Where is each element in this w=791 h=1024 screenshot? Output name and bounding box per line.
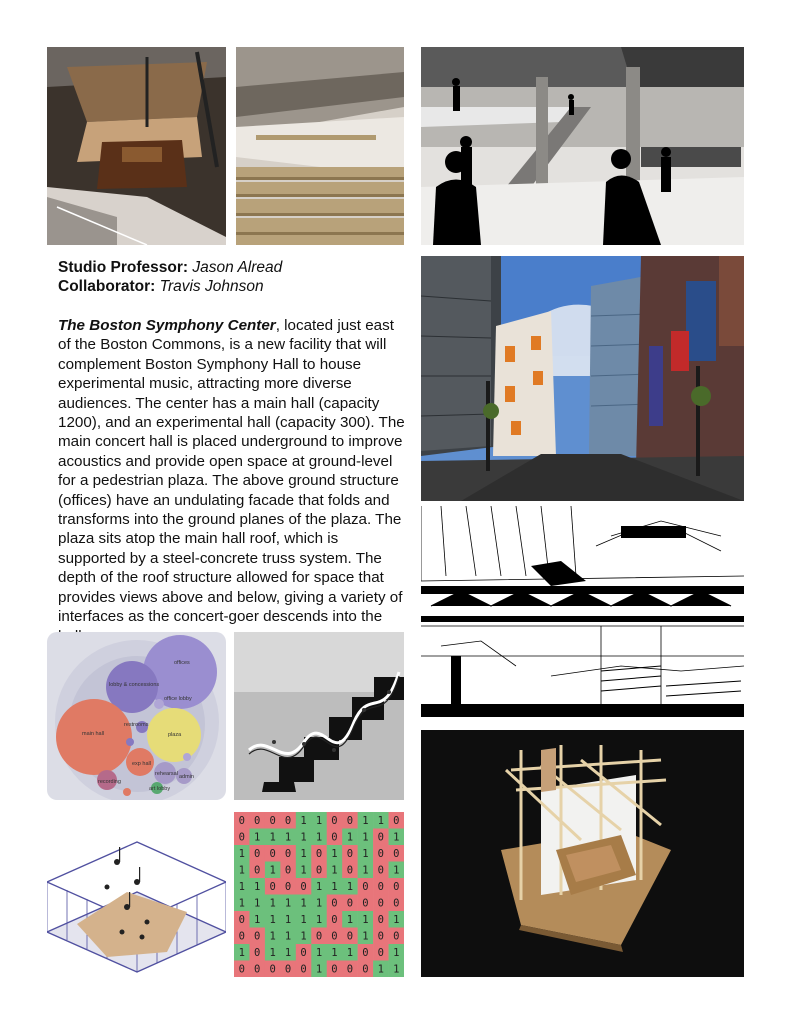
binary-digit: 1 <box>300 864 307 877</box>
binary-digit: 0 <box>393 880 400 893</box>
binary-digit: 0 <box>269 847 276 860</box>
binary-digit: 0 <box>377 897 384 910</box>
binary-digit: 1 <box>238 847 245 860</box>
binary-digit: 0 <box>269 814 276 827</box>
binary-digit: 0 <box>331 814 338 827</box>
label-rehearsal: rehearsal <box>155 771 178 777</box>
binary-digit: 0 <box>254 814 261 827</box>
binary-digit: 1 <box>300 897 307 910</box>
label-plaza: plaza <box>168 732 182 738</box>
binary-digit: 1 <box>300 847 307 860</box>
binary-digit: 0 <box>254 864 261 877</box>
binary-digit: 0 <box>269 963 276 976</box>
binary-digit: 0 <box>238 814 245 827</box>
binary-digit: 0 <box>238 963 245 976</box>
binary-digit: 1 <box>300 814 307 827</box>
binary-digit: 1 <box>269 946 276 959</box>
binary-digit: 1 <box>269 913 276 926</box>
binary-digit: 0 <box>238 831 245 844</box>
binary-digit: 1 <box>362 847 369 860</box>
binary-digit: 1 <box>393 946 400 959</box>
binary-digit: 1 <box>315 880 323 893</box>
binary-digit: 1 <box>300 913 307 926</box>
binary-digit: 1 <box>238 946 245 959</box>
collaborator-line <box>58 277 398 296</box>
binary-digit: 0 <box>377 880 384 893</box>
binary-digit: 0 <box>346 963 354 976</box>
binary-digit: 0 <box>346 864 354 877</box>
binary-digit: 1 <box>269 831 276 844</box>
binary-digit: 0 <box>331 831 338 844</box>
binary-digit: 0 <box>331 963 338 976</box>
photo-street-view <box>421 256 744 501</box>
binary-digit: 0 <box>362 963 369 976</box>
binary-digit: 1 <box>346 946 354 959</box>
binary-digit: 1 <box>315 897 323 910</box>
render-seating <box>236 47 404 245</box>
binary-digit: 0 <box>377 847 384 860</box>
binary-digit: 0 <box>254 847 261 860</box>
binary-grid <box>234 812 404 977</box>
credits-block <box>58 258 398 296</box>
photo-wave-model <box>234 632 404 800</box>
binary-digit: 0 <box>346 897 354 910</box>
binary-digit: 0 <box>393 930 400 943</box>
professor-name: Jason Alread <box>192 259 283 276</box>
binary-digit: 0 <box>284 963 292 976</box>
description-text: , located just east of the Boston Commons, is a new facility that will complement Boston Symphony Hall to house experimental music, attracting more diverse audiences. The center has a main hall (capacity 1200), and an experimental hall (capacity 300). The main concert hall is placed underground to improve acoustics and provide open space at ground-level for a pedestrian plaza. The above ground structure (offices) have an undulating facade that folds and transforms into the ground planes of the plaza. The plaza sits atop the main hall roof, which is supported by a steel-concrete truss system. The depth of the roof structure allowed for space that provides views above and below, giving a variety of interfaces as the concert-goer descends into the <box>58 317 405 626</box>
binary-digit: 1 <box>254 880 261 893</box>
photo-physical-model <box>421 730 744 977</box>
binary-digit: 1 <box>315 814 323 827</box>
binary-digit: 0 <box>315 847 323 860</box>
binary-digit: 1 <box>331 880 338 893</box>
binary-digit: 1 <box>269 897 276 910</box>
binary-digit: 0 <box>300 880 307 893</box>
label-lobby: lobby & concessions <box>109 682 160 688</box>
binary-digit: 1 <box>346 913 354 926</box>
binary-digit: 0 <box>393 847 400 860</box>
binary-digit: 0 <box>254 963 261 976</box>
binary-digit: 1 <box>284 831 292 844</box>
binary-digit: 1 <box>331 946 338 959</box>
binary-digit: 1 <box>269 930 276 943</box>
collaborator-label: Collaborator: <box>58 278 156 295</box>
label-admin: admin <box>179 774 194 780</box>
project-title: The Boston Symphony Center <box>58 317 276 334</box>
binary-digit: 1 <box>300 831 307 844</box>
binary-digit: 0 <box>331 930 338 943</box>
binary-digit: 0 <box>300 946 307 959</box>
binary-digit: 1 <box>362 864 369 877</box>
binary-digit: 0 <box>238 913 245 926</box>
binary-digit: 0 <box>269 880 276 893</box>
label-offices: offices <box>174 660 190 666</box>
binary-digit: 1 <box>315 913 323 926</box>
render-lobby-stairs <box>421 47 744 245</box>
binary-digit: 0 <box>346 847 354 860</box>
binary-digit: 0 <box>331 897 338 910</box>
collaborator-name: Travis Johnson <box>159 278 264 295</box>
binary-digit: 1 <box>362 831 369 844</box>
binary-digit: 0 <box>393 814 400 827</box>
render-hall-interior <box>47 47 226 245</box>
binary-digit: 0 <box>284 814 292 827</box>
bubble-program-diagram <box>47 632 226 800</box>
binary-digit: 0 <box>346 930 354 943</box>
binary-digit: 1 <box>362 913 369 926</box>
binary-digit: 1 <box>393 831 400 844</box>
binary-digit: 1 <box>346 880 354 893</box>
binary-digit: 0 <box>377 930 384 943</box>
binary-digit: 1 <box>284 913 292 926</box>
binary-digit: 0 <box>393 897 400 910</box>
binary-digit: 1 <box>238 897 245 910</box>
professor-label: Studio Professor: <box>58 259 189 276</box>
binary-digit: 1 <box>315 963 323 976</box>
binary-digit: 1 <box>393 913 400 926</box>
binary-digit: 0 <box>254 946 261 959</box>
section-drawing <box>421 506 744 717</box>
label-recording: recording <box>98 779 121 785</box>
binary-digit: 1 <box>362 814 369 827</box>
binary-digit: 0 <box>315 864 323 877</box>
binary-digit: 0 <box>362 880 369 893</box>
binary-digit: 1 <box>238 864 245 877</box>
binary-digit: 1 <box>346 831 354 844</box>
binary-digit: 1 <box>254 831 261 844</box>
binary-digit: 1 <box>254 897 261 910</box>
binary-digit: 0 <box>254 930 261 943</box>
label-office-lobby: office lobby <box>164 696 192 702</box>
project-description <box>58 316 406 646</box>
binary-digit: 0 <box>331 913 338 926</box>
label-restrooms: restrooms <box>124 722 149 728</box>
binary-digit: 1 <box>331 864 338 877</box>
binary-digit: 0 <box>362 946 369 959</box>
label-main-hall: main hall <box>82 731 105 737</box>
binary-digit: 0 <box>377 946 384 959</box>
binary-digit: 0 <box>284 864 292 877</box>
binary-digit: 0 <box>377 831 384 844</box>
label-art-lobby: art lobby <box>149 786 171 792</box>
binary-digit: 0 <box>346 814 354 827</box>
binary-digit: 1 <box>254 913 261 926</box>
binary-digit: 0 <box>238 930 245 943</box>
binary-digit: 1 <box>377 963 384 976</box>
binary-digit: 0 <box>362 897 369 910</box>
professor-line <box>58 258 398 277</box>
binary-digit: 1 <box>300 930 307 943</box>
binary-digit: 1 <box>331 847 338 860</box>
binary-digit: 1 <box>284 930 292 943</box>
label-exp-hall: exp hall <box>132 761 151 767</box>
binary-digit: 1 <box>284 946 292 959</box>
binary-digit: 1 <box>238 880 245 893</box>
binary-digit: 1 <box>315 946 323 959</box>
binary-digit: 1 <box>315 831 323 844</box>
binary-digit: 1 <box>269 864 276 877</box>
binary-digit: 0 <box>377 864 384 877</box>
binary-digit: 0 <box>284 847 292 860</box>
binary-digit: 1 <box>377 814 384 827</box>
binary-digit: 0 <box>377 913 384 926</box>
binary-digit: 0 <box>315 930 323 943</box>
binary-digit: 1 <box>393 864 400 877</box>
binary-digit: 1 <box>362 930 369 943</box>
binary-digit: 1 <box>393 963 400 976</box>
music-cube-diagram <box>47 812 226 977</box>
binary-digit: 0 <box>284 880 292 893</box>
binary-digit: 0 <box>300 963 307 976</box>
binary-digit: 1 <box>284 897 292 910</box>
